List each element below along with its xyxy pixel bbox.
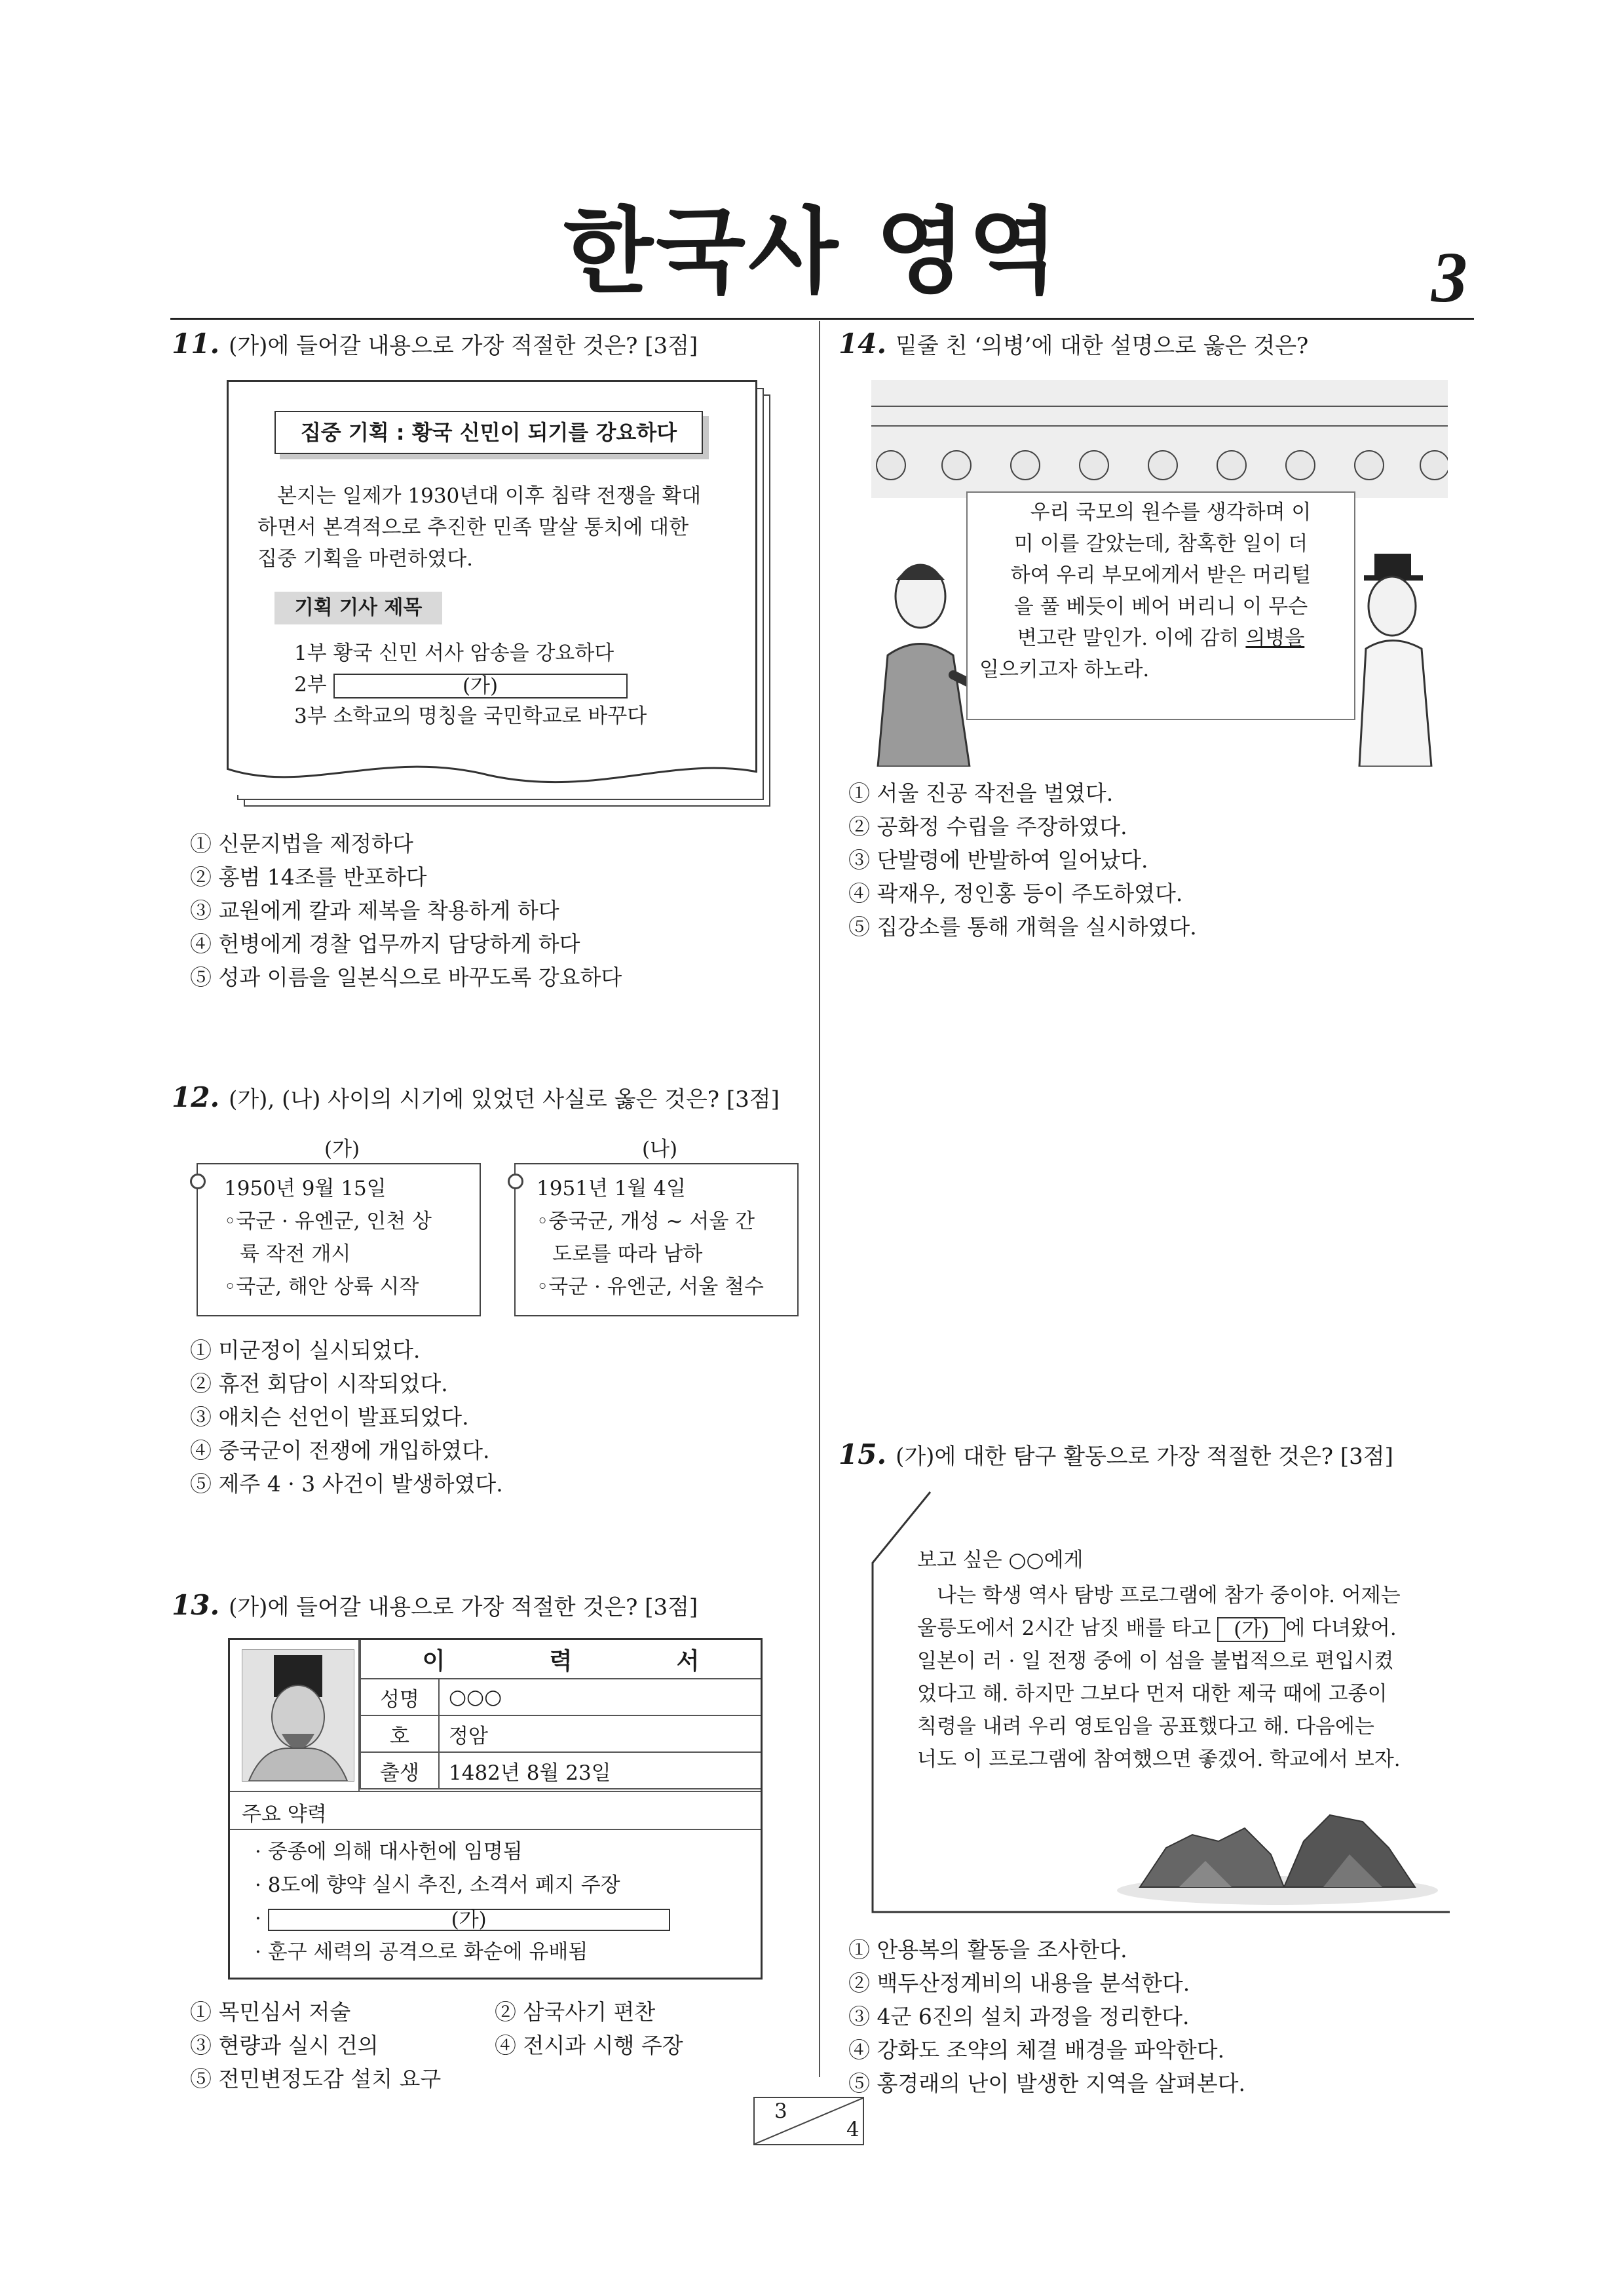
letter-body [917,1579,1401,1776]
event-date: 1950년 9월 15일 [224,1177,387,1200]
underlined-term: 의병을 [1245,626,1305,650]
career-item: · 중종에 의해 대사헌에 임명됨 [255,1840,523,1864]
portrait-figure [242,1650,354,1781]
q13-question-text: (가)에 들어갈 내용으로 가장 적절한 것은? [3점] [229,1594,698,1620]
answer-option[interactable]: ③ 교원에게 칼과 제복을 착용하게 하다 [190,898,559,923]
q12-question [172,1081,780,1113]
q11-question [172,328,698,360]
q14-options [848,776,1197,944]
resume-key: 호 [360,1715,439,1752]
answer-option[interactable]: ② 삼국사기 편찬 [495,1999,656,2025]
answer-option[interactable]: ④ 전시과 시행 주장 [495,2033,683,2058]
letter-greeting: 보고 싶은 ○○에게 [917,1548,1084,1572]
intro-line: 본지는 일제가 1930년대 이후 침략 전쟁을 확대 [277,484,702,508]
answer-option[interactable]: ⑤ 홍경래의 난이 발생한 지역을 살펴본다. [848,2071,1245,2096]
speech-text [968,497,1354,685]
letter-line: 너도 이 프로그램에 참여했으면 좋겠어. 학교에서 보자. [917,1748,1401,1771]
speech-line: 일으키고자 하노라. [979,658,1150,681]
career-divider [230,1829,761,1830]
q13-options-left [190,1995,441,2095]
career-bullet: · [255,1907,261,1930]
paper-wave-edge [227,749,757,795]
intro-line: 집중 기획을 마련하였다. [257,547,474,571]
answer-option[interactable]: ④ 중국군이 전쟁에 개입하였다. [190,1438,490,1463]
page-number: 3 [1431,237,1467,317]
q12-question-text: (가), (나) 사이의 시기에 있었던 사실로 옳은 것은? [3점] [229,1086,780,1113]
q15-options [848,1933,1245,2100]
q15-number: 15. [839,1438,887,1470]
column-divider [819,321,820,2077]
q15-question [839,1438,1393,1470]
answer-option[interactable]: ② 홍범 14조를 반포하다 [190,864,427,890]
event-line: ◦국군 · 유엔군, 서울 철수 [537,1275,764,1299]
blank-box: (가) [333,674,628,698]
blank-box: (가) [268,1909,670,1931]
current-page: 3 [774,2099,787,2123]
speech-line: 미 이를 갈았는데, 참혹한 일이 더 [1013,532,1308,556]
q12-number: 12. [172,1081,220,1113]
q12-label-a: (가) [324,1138,360,1161]
q11-number: 11. [172,328,220,360]
resume-key: 출생 [360,1752,439,1789]
blank-box: (가) [1217,1617,1285,1642]
answer-option[interactable]: ⑤ 성과 이름을 일본식으로 바꾸도록 강요하다 [190,965,622,990]
q14-illustration [871,380,1448,767]
answer-option[interactable]: ② 백두산정계비의 내용을 분석한다. [848,1970,1190,1996]
career-item: · 8도에 향약 실시 추진, 소격서 폐지 주장 [255,1873,620,1897]
letter-line: 었다고 해. 하지만 그보다 먼저 대한 제국 때에 고종이 [917,1682,1388,1706]
q11-banner: 집중 기획 : 황국 신민이 되기를 강요하다 [274,411,703,454]
speech-segment: 변고란 말인가. 이에 감히 [1017,626,1246,650]
q14-question [839,328,1309,360]
q14-question-text: 밑줄 친 ‘의병’에 대한 설명으로 옳은 것은? [896,333,1309,359]
q13-number: 13. [172,1589,220,1621]
q11-question-text: (가)에 들어갈 내용으로 가장 적절한 것은? [3점] [229,333,698,359]
answer-option[interactable]: ④ 헌병에게 경찰 업무까지 담당하게 하다 [190,931,580,957]
answer-option[interactable]: ① 목민심서 저술 [190,1999,351,2025]
event-line: ◦중국군, 개성 ~ 서울 간 [537,1210,755,1233]
letter-segment: 울릉도에서 2시간 남짓 배를 타고 [917,1617,1218,1640]
q11-newspaper [227,380,757,790]
q15-letter [871,1491,1451,1913]
letter-line: 일본이 러 · 일 전쟁 중에 이 섬을 불법적으로 편입시켰 [917,1649,1394,1673]
speech-line: 우리 국모의 원수를 생각하며 이 [1030,501,1312,524]
letter-segment: 에 다녀왔어. [1285,1617,1397,1640]
article-part: 2부 [294,673,327,697]
q12-card-a [197,1163,481,1316]
answer-option[interactable]: ③ 애치슨 선언이 발표되었다. [190,1404,469,1430]
answer-option[interactable]: ① 신문지법을 제정하다 [190,831,413,856]
event-line: ◦국군, 해안 상륙 시작 [224,1275,419,1299]
answer-option[interactable]: ① 안용복의 활동을 조사한다. [848,1937,1127,1962]
answer-option[interactable]: ③ 단발령에 반발하여 일어났다. [848,847,1148,873]
answer-option[interactable]: ② 공화정 수립을 주장하였다. [848,814,1127,839]
intro-line: 하면서 본격적으로 추진한 민족 말살 통치에 대한 [257,516,689,539]
answer-option[interactable]: ③ 4군 6진의 설치 과정을 정리한다. [848,2004,1190,2029]
event-line: 륙 작전 개시 [240,1242,351,1266]
speech-line: 을 풀 베듯이 베어 버리니 이 무슨 [1013,595,1308,619]
q11-section-label: 기획 기사 제목 [274,592,442,624]
q12-options [190,1333,503,1501]
q13-resume [228,1638,763,1980]
page-indicator [753,2097,864,2145]
career-list [255,1835,670,1969]
resume-title-char: 력 [549,1647,573,1675]
speech-panel [966,491,1355,720]
career-item: · 훈구 세력의 공격으로 화순에 유배됨 [255,1940,588,1964]
resume-value: ○○○ [439,1679,761,1715]
resume-table [360,1640,761,1789]
article-title: 3부 소학교의 명칭을 국민학교로 바꾸다 [294,704,647,728]
letter-line: 칙령을 내려 우리 영토임을 공표했다고 해. 다음에는 [917,1715,1374,1738]
answer-option[interactable]: ① 서울 진공 작전을 벌였다. [848,780,1114,806]
event-line: 도로를 따라 남하 [552,1242,703,1266]
resume-title [360,1640,761,1679]
q11-items [294,638,647,732]
article-title: 1부 황국 신민 서사 암송을 강요하다 [294,641,614,665]
event-date: 1951년 1월 4일 [537,1177,686,1200]
answer-option[interactable]: ⑤ 제주 4 · 3 사건이 발생하였다. [190,1471,503,1497]
letter-line: 나는 학생 역사 탐방 프로그램에 참가 중이야. 어제는 [937,1584,1401,1607]
answer-option[interactable]: ⑤ 전민변정도감 설치 요구 [190,2066,442,2092]
career-label: 주요 약력 [242,1803,327,1826]
total-pages: 4 [846,2118,859,2141]
letter-line [917,1612,1401,1645]
speech-line [968,622,1354,654]
resume-title-char: 서 [676,1647,700,1675]
q13-options-right [495,1995,683,2062]
q12-label-b: (나) [642,1138,678,1161]
island-photo [1114,1802,1441,1907]
q13-question [172,1589,698,1621]
pin-icon [508,1174,523,1189]
q11-options [190,827,622,994]
answer-option[interactable]: ① 미군정이 실시되었다. [190,1337,421,1363]
answer-option[interactable]: ④ 곽재우, 정인홍 등이 주도하였다. [848,881,1183,906]
answer-option[interactable]: ④ 강화도 조약의 체결 배경을 파악한다. [848,2037,1225,2063]
resume-key: 성명 [360,1679,439,1715]
resume-value: 1482년 8월 23일 [439,1752,761,1789]
q12-card-b [514,1163,799,1316]
answer-option[interactable]: ③ 현량과 실시 건의 [190,2033,379,2058]
header-rule [170,318,1474,320]
career-divider [230,1791,761,1792]
speech-line: 하여 우리 부모에게서 받은 머리털 [1010,564,1312,587]
event-line: ◦국군 · 유엔군, 인천 상 [224,1210,432,1233]
article-title [294,669,647,700]
portrait-image [242,1649,354,1782]
resume-value: 정암 [439,1715,761,1752]
pin-icon [190,1174,206,1189]
q15-question-text: (가)에 대한 탐구 활동으로 가장 적절한 것은? [3점] [896,1444,1393,1470]
answer-option[interactable]: ② 휴전 회담이 시작되었다. [190,1371,448,1396]
answer-option[interactable]: ⑤ 집강소를 통해 개혁을 실시하였다. [848,914,1197,940]
resume-title-char: 이 [422,1647,445,1675]
q11-intro [257,480,701,575]
page-title: 한국사 영역 [563,198,1061,306]
q14-number: 14. [839,328,887,360]
career-item [255,1902,670,1936]
